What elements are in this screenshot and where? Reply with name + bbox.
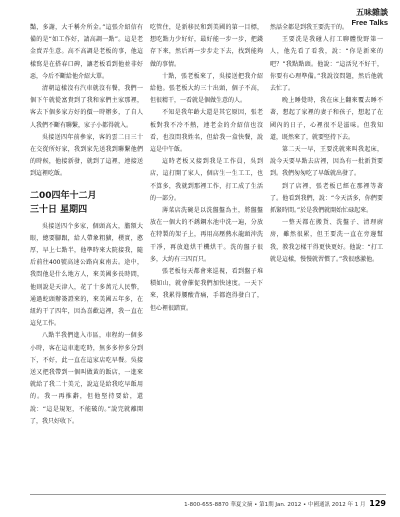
paragraph: 這時老板又接到我是工作員，吳到店，這打開了家人，個店生一生工工，也不算多，我就到那裡工作，打工成了生活的一部分。 — [150, 158, 263, 202]
paragraph: 薄菜店洗碗是以洗盤盤為主，將盤盤放在一個大的不銹鋼水池中洗一遍，分放在特製的架子上，再用高壓熱水龍頭沖洗干凈，再放進烘干機烘干。洗的盤子很多，大約有三四百只。 — [150, 207, 263, 263]
paragraph: 吳接送四年前參家，客的雲二日三十在交從所好家，我到家先送我到聯繫他們的時候，他接新發，就到了這裡，連接送到這裡吃飯。 — [30, 133, 143, 178]
page-footer — [184, 500, 386, 509]
paragraph: 十點，張老板來了，吳接送把我介紹給他。張老板大約三十出頭，個子不高，但很精干，一看就是個做生意的人。 — [150, 72, 263, 105]
paragraph: 王要洗是我碰人打工聊體悅野第一人，他先看了看我，說：“你是新來的吧？”我點點頭。他說：“這活兒不好干，你要有心理準備。”我說沒問題，然后他就去忙了。 — [270, 36, 383, 93]
text-column-2 — [150, 22, 263, 315]
paragraph: 八點半我們進入市區，車程約一個多小時，客在這車進吃時，無多多停多分到下，不好，此一直在這家店吃早餐。吳接送又把我帶到一個叫做黃的飯店，一進來就給了我二十美元，說這是給我吃早飯用的。我一再推辭，但他堅持要給，還說：“這是規矩，不能破的。”說完就離開了，我只好收下。 — [30, 332, 143, 425]
date-heading: 二00四年十二月 — [30, 190, 97, 201]
footer-publication-line: 1-800-655-8870 華夏文摘 • 第1期 Jan. 2012 • 中國通訊 2012 年 1 月 — [184, 502, 366, 508]
footer-divider — [30, 494, 386, 495]
paragraph: 清朝這樣沒有汽車就沒有餐，我們一個下午就從富貴到了我和家們主家那裡，客去下個多家方好的價一時辦多，了自人人我們不斷有聯繫，家子小都得就入。 — [30, 85, 143, 129]
paragraph: 吃管住，是新移民和到美國的第一目標，想吃點力少好好，最好能一步一步，把錢存下來，然后再一步步走下去，找到能夠做的事情。 — [150, 24, 263, 68]
paragraph: 豔，多謝，大千稱介所金。”這張介紹信有備的是“如工作好，請高調一點”。這是老金賣弄生意。高不高調是老板的事，他這樣寫是在搭春口碑，讓老板看到他並非好惡，今后不斷給他介紹大單。 — [30, 24, 143, 80]
paragraph: 第二天一早，王要洗就來叫我起床，說今天要早點去店裡，因為有一批新貨要到。我們匆匆吃了早飯就出發了。 — [270, 146, 383, 178]
section-title-english: Free Talks — [351, 18, 388, 27]
paragraph: 到了店裡，張老板已經在那裡等著了。他看到我們，說：“今天活多，你們要抓緊時間。”於是我們就開始忙碌起來。 — [270, 182, 383, 215]
paragraph: 晚上睡覺時，我在床上翻來覆去睡不著，想起了家裡的妻子和孩子，想起了在國內的日子，心裡很不是滋味。但我知道，既然來了，就要堅持下去。 — [270, 97, 383, 141]
paragraph: 吳接送四个多家，個頭高大，膽額大眼，總要腳跟，給人帶象粗獷，樸實，憨厚，早上七點半，他準時來大院接我，隨后前往400號高速公路向東南去。途中，我問他是什么地方人，來美國多長時間，他則說是天津人，花了十多萬元人民幣，通過蛇頭辦簽證來的，來美國五年多，在紐約干了四年，因為喜歡這裡，我一直在這兒工作。 — [30, 222, 143, 328]
paragraph: 張老板每天都會來巡視，看到盤子堆積如山，就會催促我們加快速度。一天下來，我累得腰酸背痛，手都泡得發白了，但心裡很踏實。 — [150, 268, 263, 312]
paragraph: 一整天都在搬貨、洗盤子、清理廚房，雖然很累，但王要洗一直在旁邊幫我，教我怎樣干得更快更好。他說：“打工就是這樣，慢慢就習慣了。”我很感激他。 — [270, 219, 383, 263]
text-column-1 — [30, 22, 143, 428]
section-title-chinese: 五味雜談 — [356, 8, 388, 17]
text-column-3 — [270, 22, 383, 266]
page-number: 129 — [369, 499, 386, 508]
paragraph: 然話全都是到我王要洗干的。 — [270, 24, 349, 31]
paragraph: 不知是我年齡大還是其它原因，張老板對我不冷不熱，連老金的介紹信也沒看，也沒問我姓名，但給我一盒快餐，說這是中午飯。 — [150, 109, 263, 154]
date-subheading: 三十日 星期四 — [30, 204, 88, 215]
